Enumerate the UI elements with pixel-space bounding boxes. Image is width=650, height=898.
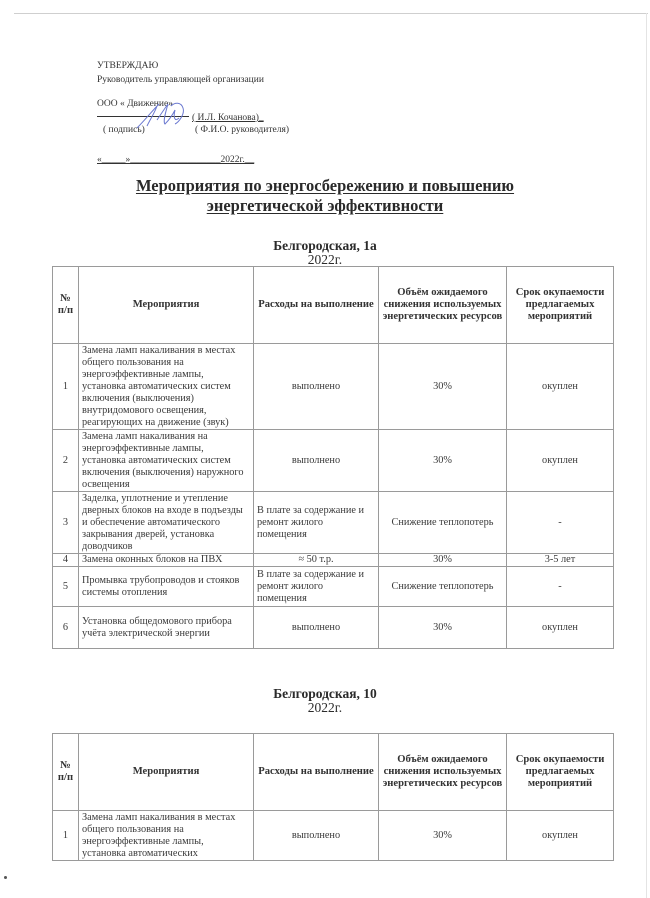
row-action: Замена ламп накаливания в местах общего пользования на энергоэффективные лампы, установка автоматических xyxy=(79,811,254,861)
row-effect: 30% xyxy=(379,430,507,492)
table-row xyxy=(53,567,614,607)
table-row xyxy=(53,554,614,567)
row-action: Установка общедомового прибора учёта электрической энергии xyxy=(79,607,254,649)
section-year: 2022г. xyxy=(307,252,343,267)
signature-mark xyxy=(135,100,195,132)
row-cost: выполнено xyxy=(254,811,379,861)
approve-label: УТВЕРЖДАЮ xyxy=(97,61,159,71)
row-cost: выполнено xyxy=(254,344,379,430)
header-num: № п/п xyxy=(53,267,79,344)
row-num: 1 xyxy=(53,344,79,430)
name-caption: ( Ф.И.О. руководителя) xyxy=(195,125,289,135)
row-num: 5 xyxy=(53,567,79,607)
section-1-heading xyxy=(0,238,650,267)
measures-table-1 xyxy=(52,266,614,649)
row-num: 4 xyxy=(53,554,79,567)
header-num: № п/п xyxy=(53,734,79,811)
approval-date: «_____»___________________2022г.__ xyxy=(97,155,255,165)
table-row xyxy=(53,492,614,554)
section-year: 2022г. xyxy=(307,700,343,715)
row-cost: выполнено xyxy=(254,607,379,649)
row-num: 3 xyxy=(53,492,79,554)
row-effect: 30% xyxy=(379,344,507,430)
header-cost: Расходы на выполнение xyxy=(254,734,379,811)
header-effect: Объём ожидаемого снижения используемых энергетических ресурсов xyxy=(379,267,507,344)
row-num: 6 xyxy=(53,607,79,649)
section-address: Белгородская, 1а xyxy=(273,238,377,253)
document-title xyxy=(0,176,650,216)
row-action: Заделка, уплотнение и утепление дверных блоков на входе в подъезды и обеспечение автоматического закрывания дверей, установка доводчиков xyxy=(79,492,254,554)
row-payback: - xyxy=(507,492,614,554)
row-action: Замена ламп накаливания на энергоэффективные лампы, установка автоматических систем включения (выключения) наружного освещения xyxy=(79,430,254,492)
measures-table-2 xyxy=(52,733,614,861)
row-cost: ≈ 50 т.р. xyxy=(254,554,379,567)
approver-position: Руководитель управляющей организации xyxy=(97,75,264,85)
row-payback: 3-5 лет xyxy=(507,554,614,567)
table-row xyxy=(53,811,614,861)
table-row xyxy=(53,430,614,492)
scan-speck xyxy=(4,876,7,879)
table-row xyxy=(53,344,614,430)
row-effect: 30% xyxy=(379,554,507,567)
header-payback: Срок окупаемости предлагаемых мероприятий xyxy=(507,267,614,344)
row-effect: 30% xyxy=(379,811,507,861)
signature-caption: ( подпись) xyxy=(103,125,145,135)
row-num: 2 xyxy=(53,430,79,492)
row-payback: окуплен xyxy=(507,811,614,861)
row-cost: В плате за содержание и ремонт жилого помещения xyxy=(254,492,379,554)
scan-edge-right xyxy=(646,13,647,898)
section-2-heading xyxy=(0,686,650,715)
section-address: Белгородская, 10 xyxy=(273,686,377,701)
row-action: Замена оконных блоков на ПВХ xyxy=(79,554,254,567)
header-action: Мероприятия xyxy=(79,734,254,811)
header-effect: Объём ожидаемого снижения используемых энергетических ресурсов xyxy=(379,734,507,811)
table-header-row xyxy=(53,267,614,344)
row-payback: окуплен xyxy=(507,430,614,492)
row-action: Замена ламп накаливания в местах общего пользования на энергоэффективные лампы, установка автоматических систем включения (выключения) внутридомового освещения, реагирующих на движение (звук) xyxy=(79,344,254,430)
row-cost: выполнено xyxy=(254,430,379,492)
row-effect: 30% xyxy=(379,607,507,649)
row-payback: - xyxy=(507,567,614,607)
row-action: Промывка трубопроводов и стояков системы отопления xyxy=(79,567,254,607)
row-cost: В плате за содержание и ремонт жилого помещения xyxy=(254,567,379,607)
header-payback: Срок окупаемости предлагаемых мероприятий xyxy=(507,734,614,811)
title-line-2: энергетической эффективности xyxy=(206,196,444,215)
header-cost: Расходы на выполнение xyxy=(254,267,379,344)
table-header-row xyxy=(53,734,614,811)
approver-name: ( И.Л. Кочанова)_ xyxy=(192,113,264,123)
row-effect: Снижение теплопотерь xyxy=(379,567,507,607)
header-action: Мероприятия xyxy=(79,267,254,344)
table-row xyxy=(53,607,614,649)
organization-name: ООО « Движение» xyxy=(97,99,173,109)
row-num: 1 xyxy=(53,811,79,861)
scan-edge xyxy=(14,13,648,14)
row-effect: Снижение теплопотерь xyxy=(379,492,507,554)
title-line-1: Мероприятия по энергосбережению и повышению xyxy=(135,176,515,195)
row-payback: окуплен xyxy=(507,344,614,430)
row-payback: окуплен xyxy=(507,607,614,649)
